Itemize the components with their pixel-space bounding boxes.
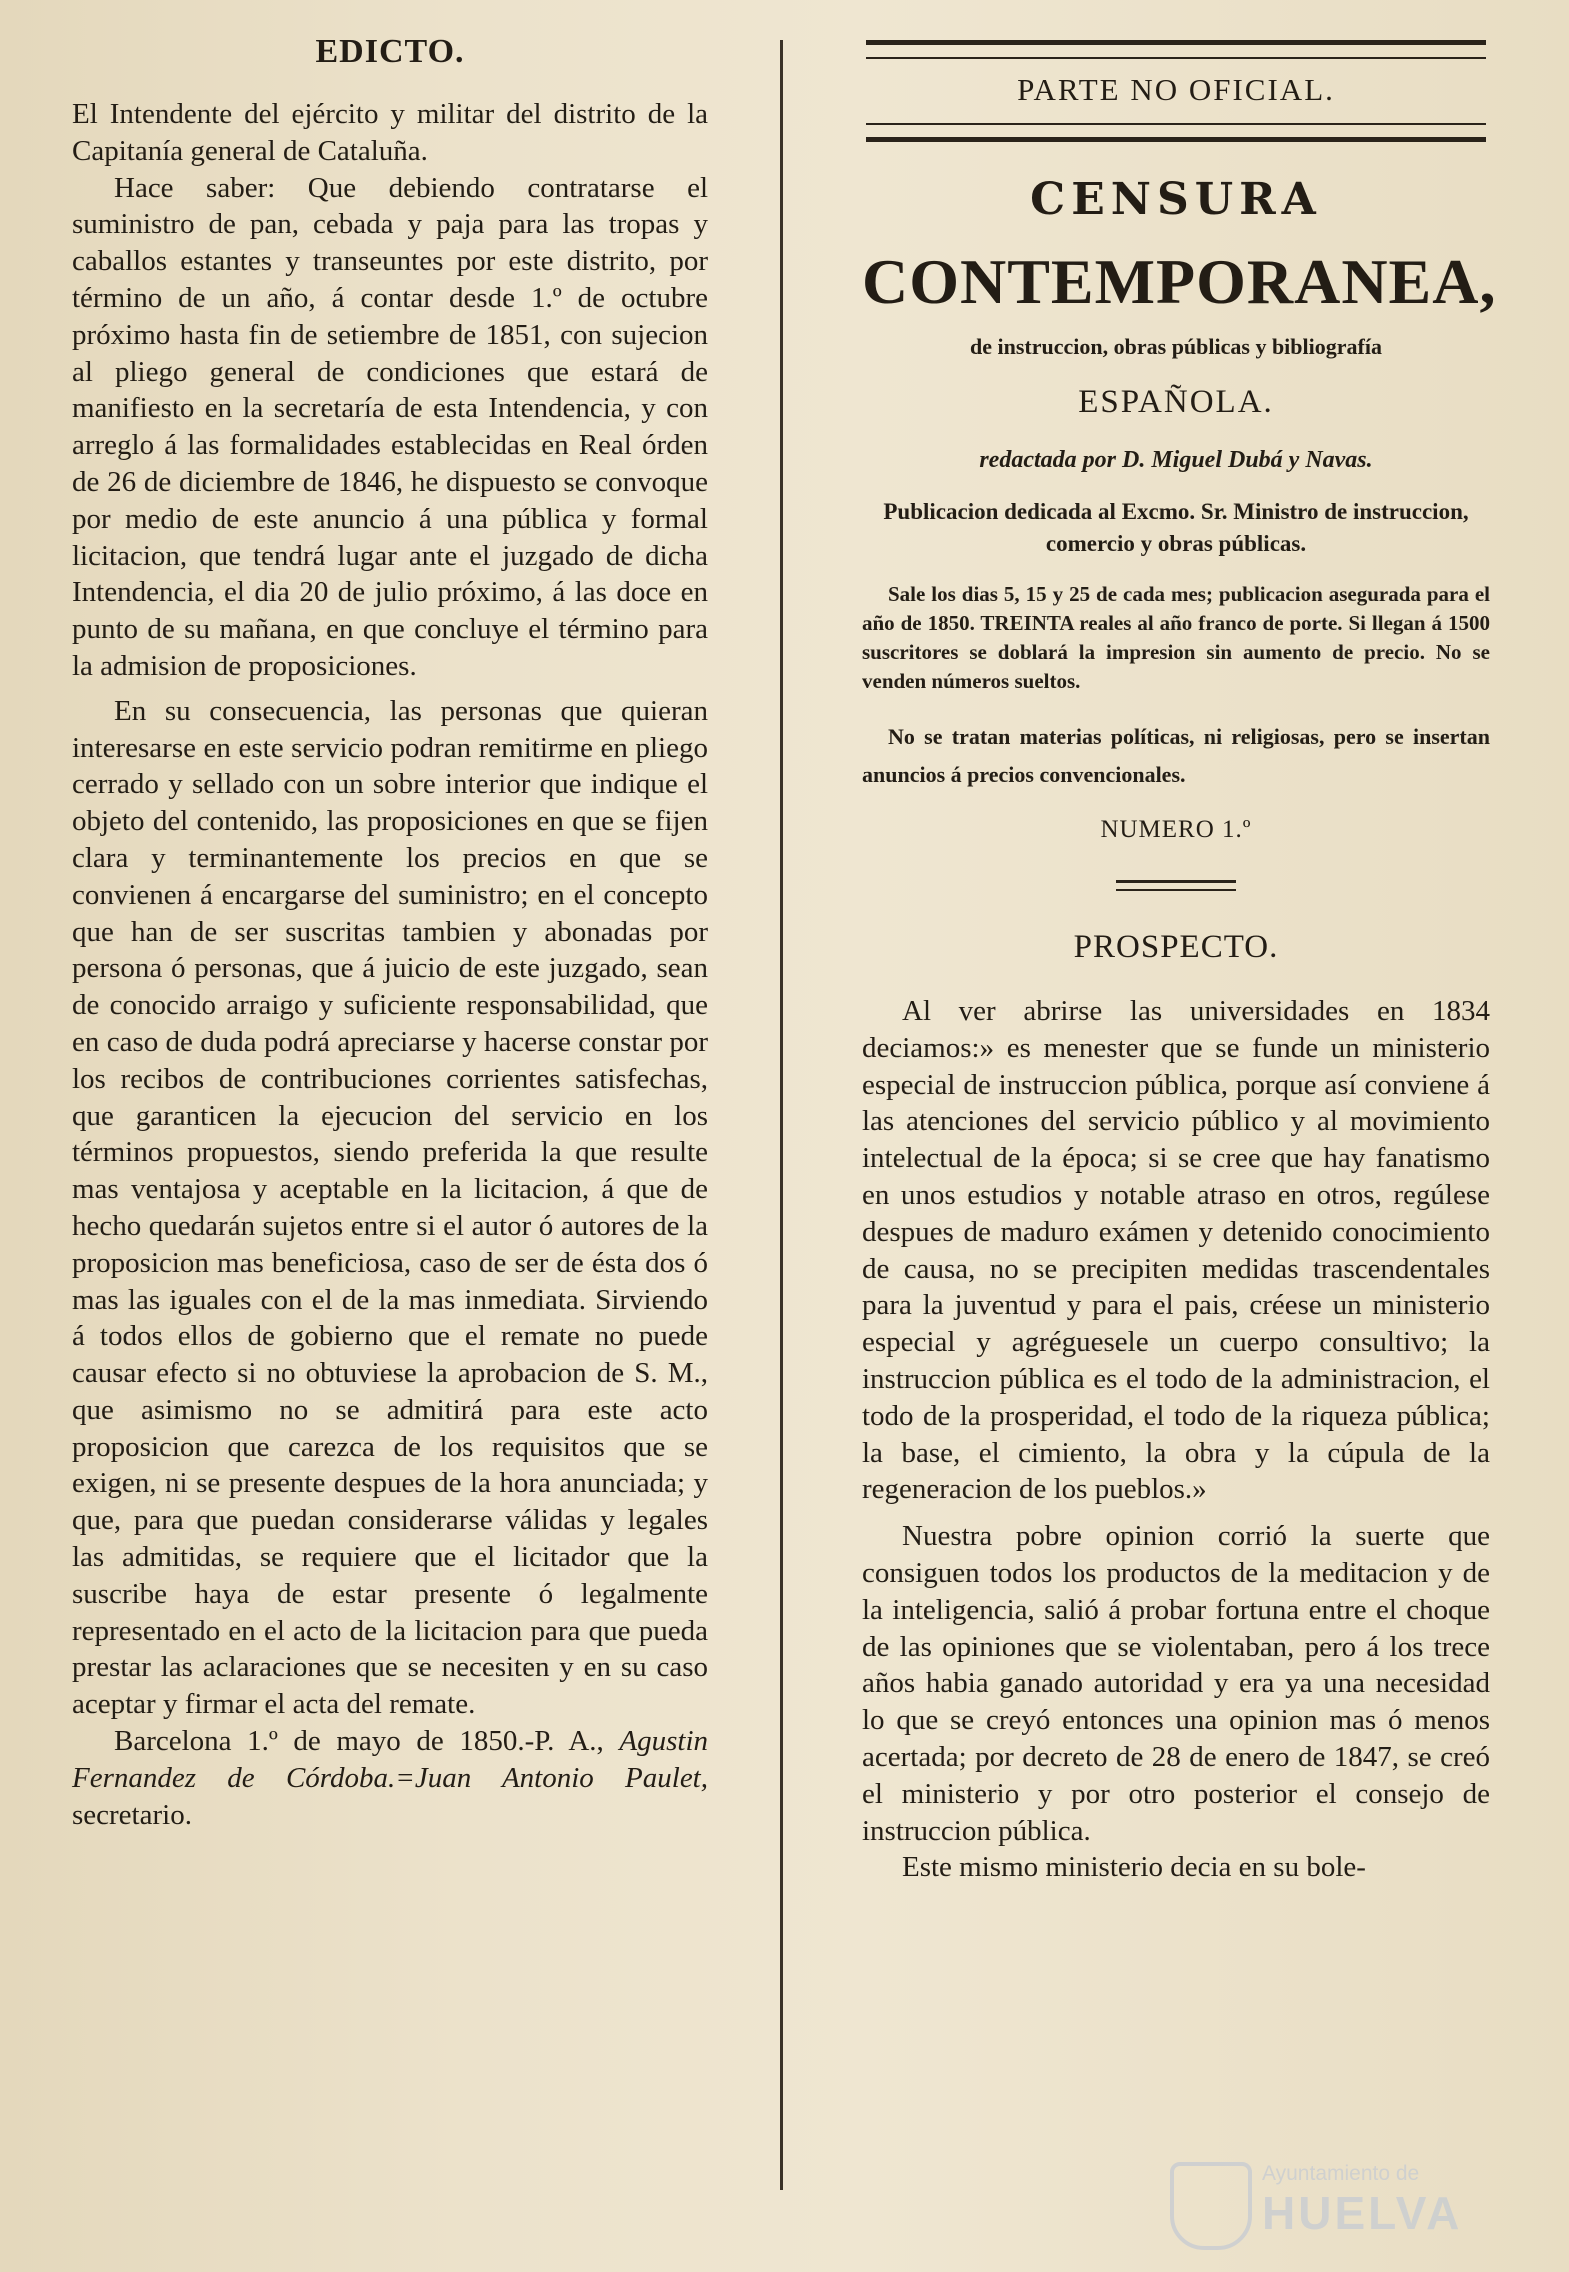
column-divider [780,40,783,2190]
masthead-dedication: Publicacion dedicada al Excmo. Sr. Ministro de instruccion, comercio y obras públicas. [883,499,1469,556]
short-rule [1116,880,1236,891]
edicto-paragraph-1: El Intendente del ejército y militar del distrito de la Capitanía general de Cataluña. [72,98,708,167]
subscription-terms: Sale los dias 5, 15 y 25 de cada mes; publicacion asegurada para el año de 1850. TREINTA reales al año franco de porte. Si llegan á 1500 suscritores se doblará la impresion sin aumento de precio. No se venden números sueltos. [862,582,1490,693]
edicto-signature: Agustin Fernandez de Córdoba.=Juan Antonio Paulet, [72,1725,709,1794]
top-double-rule [866,40,1486,59]
watermark-emblem-icon [1170,2162,1252,2250]
archive-watermark [1170,2158,1500,2248]
section-double-rule [866,123,1486,142]
edicto-paragraph-2: Hace saber: Que debiendo contratarse el suministro de pan, cebada y paja para las tropas y caballos estantes y transeuntes por este distrito, por término de un año, á contar desde 1.º de octubre próximo hasta fin de setiembre de 1851, con sujecion al pliego general de condiciones que estará de manifiesto en la secretaría de esta Intendencia, y con arreglo á las formalidades establecidas en Real órden de 26 de diciembre de 1846, he dispuesto se convoque por medio de este anuncio á una pública y formal licitacion, que tendrá lugar ante el juzgado de dicha Intendencia, el dia 20 de julio próximo, á las doce en punto de su mañana, en que concluye el término para la admision de proposiciones. [72,171,708,682]
prospecto-heading: PROSPECTO. [1073,929,1279,965]
masthead-gothic-title: CENSURA [1030,174,1322,225]
right-column [862,40,1497,1886]
masthead-subtitle: de instruccion, obras públicas y bibliografía [970,334,1382,359]
prospecto-paragraph-3: Este mismo ministerio decia en su bole- [902,1851,1366,1884]
masthead-main-title: CONTEMPORANEA, [862,246,1497,317]
edicto-heading: EDICTO. [315,33,465,70]
left-column [72,30,708,1833]
prospecto-paragraph-2: Nuestra pobre opinion corrió la suerte que consiguen todos los productos de la meditacion y de la inteligencia, salió á probar fortuna entre el choque de las opiniones que se violentaban, pero á los trece años habia ganado autoridad y era ya una necesidad lo que se creyó entonces una opinion mas ó menos acertada; por decreto de 28 de enero de 1847, se creó el ministerio y por otro posterior el consejo de instruccion pública. [862,1520,1490,1847]
prospecto-body [862,993,1490,1886]
edicto-date: Barcelona 1.º de mayo de 1850.-P. A., [114,1725,604,1758]
prospecto-paragraph-1: Al ver abrirse las universidades en 1834 deciamos:» es menester que se funde un ministerio especial de instruccion pública, porque así conviene á las atenciones del servicio público y al movimiento intelectual de la época; si se cree que hay fanatismo en unos estudios y notable atraso en otros, regúlese despues de maduro exámen y detenido conocimiento de causa, no se precipiten medidas trascendentales para la juventud y para el pais, créese un ministerio especial y agréguesele un cuerpo consultivo; la instruccion pública es el todo de la administracion, el todo de la prosperidad, el todo de la riqueza pública; la base, el cimiento, la obra y la cúpula de la regeneracion de los pueblos.» [862,995,1490,1506]
section-heading: PARTE NO OFICIAL. [1017,72,1335,107]
edicto-closing [72,1723,708,1833]
issue-number: NUMERO 1.º [1100,816,1252,843]
edicto-signature-role: secretario. [72,1798,192,1831]
watermark-line-2: HUELVA [1262,2187,1463,2239]
edicto-body [72,96,708,1833]
masthead-espanola: ESPAÑOLA. [1078,384,1274,420]
masthead-editor: redactada por D. Miguel Dubá y Navas. [979,447,1373,473]
watermark-line-1: Ayuntamiento de [1262,2162,1420,2185]
edicto-paragraph-3: En su consecuencia, las personas que quieran interesarse en este servicio podran remitirme en pliego cerrado y sellado con un sobre interior que indique el objeto del contenido, las proposiciones en que se fijen clara y terminantemente los precios en que se convienen á encargarse del suministro; en el concepto que han de ser suscritas tambien y abonadas por persona ó personas, que á juicio de este juzgado, sean de conocido arraigo y suficiente responsabilidad, que en caso de duda podrá apreciarse y hacerse constar por los recibos de contribuciones corrientes satisfechas, que garanticen la ejecucion del servicio en los términos propuestos, siendo preferida la que resulte mas ventajosa y aceptable en la licitacion, á que de hecho quedarán sujetos entre si el autor ó autores de la proposicion mas beneficiosa, caso de ser de ésta dos ó mas las iguales con el de la mas inmediata. Sirviendo á todos ellos de gobierno que el remate no puede causar efecto si no obtuviese la aprobacion de S. M., que asimismo no se admitirá para este acto proposicion que carezca de los requisitos que se exigen, ni se presente despues de la hora anunciada; y que, para que puedan considerarse válidas y legales las admitidas, se requiere que el licitador que la suscribe haya de estar presente ó legalmente representado en el acto de la licitacion para que pueda prestar las aclaraciones que se necesiten y en su caso aceptar y firmar el acta del remate. [72,694,708,1721]
content-notice: No se tratan materias políticas, ni religiosas, pero se insertan anuncios á precios convencionales. [862,724,1490,787]
